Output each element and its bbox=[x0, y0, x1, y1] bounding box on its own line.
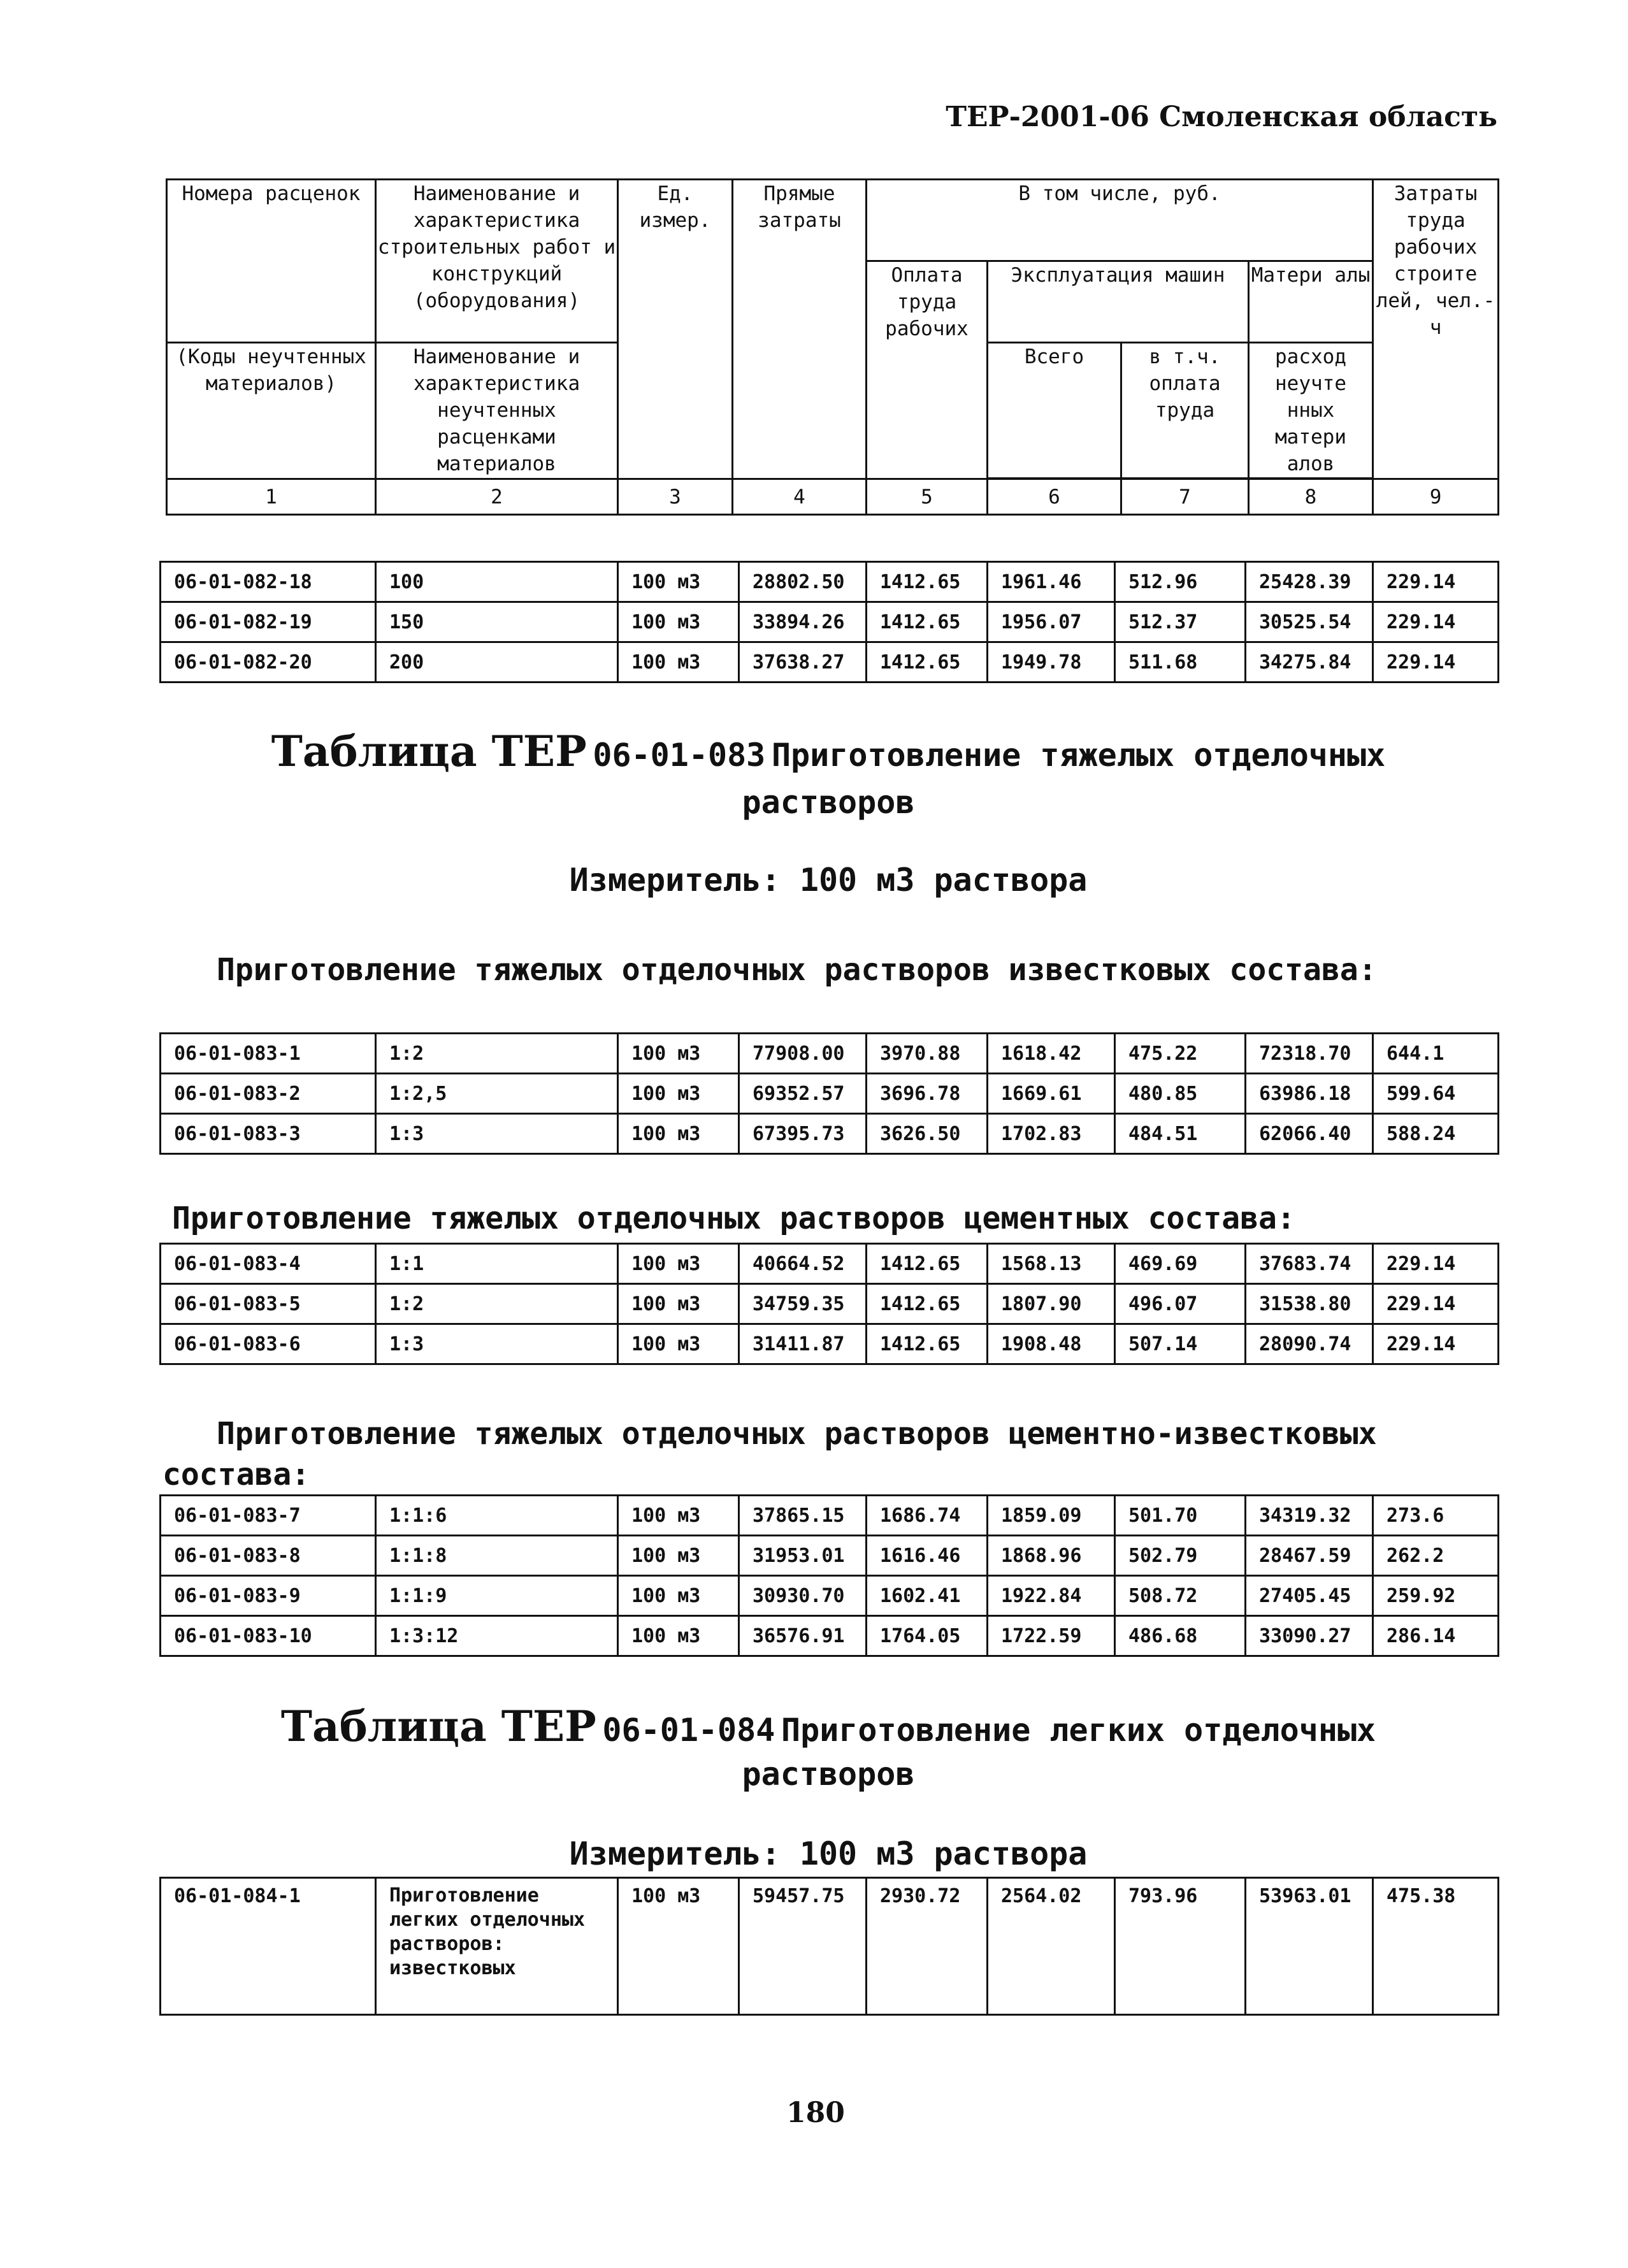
table-083-title-code: 06-01-083 bbox=[593, 737, 766, 774]
table-cell: 480.85 bbox=[1115, 1074, 1246, 1114]
table-cell: 793.96 bbox=[1115, 1878, 1246, 2015]
table-cell: 100 м3 bbox=[618, 1114, 739, 1154]
table-row bbox=[161, 1114, 1499, 1154]
col-number-6: 6 bbox=[988, 479, 1121, 515]
table-083-meter: Измеритель: 100 м3 раствора bbox=[569, 862, 1088, 899]
table-cell: 31538.80 bbox=[1246, 1284, 1373, 1324]
table-cell: 644.1 bbox=[1373, 1034, 1499, 1074]
table-cell: 511.68 bbox=[1115, 642, 1246, 683]
table-cell: 06-01-083-10 bbox=[161, 1616, 376, 1656]
group-header: В том числе, руб. bbox=[867, 180, 1373, 261]
table-cell: 1568.13 bbox=[988, 1244, 1115, 1284]
col4-header: Прямые затраты bbox=[733, 180, 867, 479]
col3-header: Ед. измер. bbox=[618, 180, 733, 479]
table-084-title bbox=[159, 1701, 1497, 1751]
table-cell: 475.22 bbox=[1115, 1034, 1246, 1074]
col5-header: Оплата труда рабочих bbox=[867, 261, 988, 479]
table-cell: 06-01-082-18 bbox=[161, 562, 376, 602]
table-cell: 1412.65 bbox=[867, 1244, 988, 1284]
table-cell: 229.14 bbox=[1373, 1244, 1499, 1284]
table-cell: 1412.65 bbox=[867, 562, 988, 602]
table-cell: 1:1:8 bbox=[376, 1536, 618, 1576]
table-cell: 30525.54 bbox=[1246, 602, 1373, 642]
table-cell: 31953.01 bbox=[739, 1536, 867, 1576]
table-cell: 1686.74 bbox=[867, 1496, 988, 1536]
table-cell: 25428.39 bbox=[1246, 562, 1373, 602]
column-header-table bbox=[166, 178, 1499, 516]
table-cell: 06-01-083-3 bbox=[161, 1114, 376, 1154]
table-083-title bbox=[159, 726, 1497, 776]
col-number-2: 2 bbox=[376, 479, 618, 515]
table-cell: 34319.32 bbox=[1246, 1496, 1373, 1536]
table-cell: 06-01-083-1 bbox=[161, 1034, 376, 1074]
table-cell: 100 bbox=[376, 562, 618, 602]
table-cell: 2564.02 bbox=[988, 1878, 1115, 2015]
table-cell: 1618.42 bbox=[988, 1034, 1115, 1074]
table-cell: 2930.72 bbox=[867, 1878, 988, 2015]
table-cell: 229.14 bbox=[1373, 642, 1499, 683]
table-cell: 33090.27 bbox=[1246, 1616, 1373, 1656]
col-number-5: 5 bbox=[867, 479, 988, 515]
table-cell: 100 м3 bbox=[618, 1616, 739, 1656]
table-083-title-text: Приготовление тяжелых отделочных bbox=[771, 737, 1386, 774]
table-cell: 1908.48 bbox=[988, 1324, 1115, 1364]
table-cell: 100 м3 bbox=[618, 562, 739, 602]
table-cell: 100 м3 bbox=[618, 1244, 739, 1284]
table-cell: 1:1 bbox=[376, 1244, 618, 1284]
table-cell: 1859.09 bbox=[988, 1496, 1115, 1536]
table-cell: 1922.84 bbox=[988, 1576, 1115, 1616]
col-number-3: 3 bbox=[618, 479, 733, 515]
table-083-subheading-cement: Приготовление тяжелых отделочных растворов цементных состава: bbox=[172, 1201, 1295, 1236]
table-cell: 67395.73 bbox=[739, 1114, 867, 1154]
table-row bbox=[161, 602, 1499, 642]
table-cell: 06-01-084-1 bbox=[161, 1878, 376, 2015]
table-084-title-code: 06-01-084 bbox=[602, 1712, 775, 1749]
col6-header: Всего bbox=[988, 343, 1121, 479]
table-cell: 1:3 bbox=[376, 1114, 618, 1154]
table-083-title-prefix: Таблица ТЕР bbox=[271, 726, 587, 776]
col2-top-header: Наименование и характеристика строительных работ и конструкций (оборудования) bbox=[376, 180, 618, 343]
table-cell: 3696.78 bbox=[867, 1074, 988, 1114]
table-cell: 1764.05 bbox=[867, 1616, 988, 1656]
col-number-8: 8 bbox=[1249, 479, 1373, 515]
table-cell: 63986.18 bbox=[1246, 1074, 1373, 1114]
table-cell: 37638.27 bbox=[739, 642, 867, 683]
table-cell: 229.14 bbox=[1373, 1284, 1499, 1324]
table-row bbox=[161, 1284, 1499, 1324]
table-083-rows-cement-lime bbox=[159, 1494, 1499, 1657]
table-cell: 06-01-082-20 bbox=[161, 642, 376, 683]
table-cell: 502.79 bbox=[1115, 1536, 1246, 1576]
table-cell: 1412.65 bbox=[867, 642, 988, 683]
table-cell: 484.51 bbox=[1115, 1114, 1246, 1154]
table-cell: 588.24 bbox=[1373, 1114, 1499, 1154]
table-cell: 1669.61 bbox=[988, 1074, 1115, 1114]
col1-bottom-header: (Коды неучтенных материалов) bbox=[167, 343, 376, 479]
table-cell: 259.92 bbox=[1373, 1576, 1499, 1616]
table-cell: 06-01-083-5 bbox=[161, 1284, 376, 1324]
table-cell: 27405.45 bbox=[1246, 1576, 1373, 1616]
table-cell: 100 м3 bbox=[618, 1576, 739, 1616]
col7-header: в т.ч. оплата труда bbox=[1121, 343, 1249, 479]
table-cell: 77908.00 bbox=[739, 1034, 867, 1074]
table-cell: 37865.15 bbox=[739, 1496, 867, 1536]
table-cell: 06-01-082-19 bbox=[161, 602, 376, 642]
exploitation-header: Эксплуатация машин bbox=[988, 261, 1249, 343]
table-cell: 1:2 bbox=[376, 1284, 618, 1324]
table-cell: 486.68 bbox=[1115, 1616, 1246, 1656]
table-cell: 1412.65 bbox=[867, 602, 988, 642]
table-cell: 100 м3 bbox=[618, 1878, 739, 2015]
table-cell: 100 м3 bbox=[618, 1536, 739, 1576]
table-cell: 1949.78 bbox=[988, 642, 1115, 683]
table-084-title-prefix: Таблица ТЕР bbox=[280, 1701, 596, 1751]
table-row bbox=[161, 1878, 1499, 2015]
table-cell: 34275.84 bbox=[1246, 642, 1373, 683]
table-cell: 150 bbox=[376, 602, 618, 642]
table-082-rows bbox=[159, 561, 1499, 683]
table-cell: 37683.74 bbox=[1246, 1244, 1373, 1284]
table-cell: 512.96 bbox=[1115, 562, 1246, 602]
table-cell: 229.14 bbox=[1373, 1324, 1499, 1364]
table-cell: 1868.96 bbox=[988, 1536, 1115, 1576]
table-cell: 59457.75 bbox=[739, 1878, 867, 2015]
table-083-subheading-cement-lime: Приготовление тяжелых отделочных растворов цементно-известковых состава: bbox=[162, 1416, 1377, 1492]
table-cell: 100 м3 bbox=[618, 1284, 739, 1324]
table-cell: 599.64 bbox=[1373, 1074, 1499, 1114]
table-cell: 36576.91 bbox=[739, 1616, 867, 1656]
table-cell: 06-01-083-7 bbox=[161, 1496, 376, 1536]
table-cell: 508.72 bbox=[1115, 1576, 1246, 1616]
table-row bbox=[161, 1576, 1499, 1616]
table-cell: 53963.01 bbox=[1246, 1878, 1373, 2015]
table-cell: 28090.74 bbox=[1246, 1324, 1373, 1364]
running-header: ТЕР-2001-06 Смоленская область bbox=[946, 101, 1497, 133]
table-cell: 286.14 bbox=[1373, 1616, 1499, 1656]
table-cell: Приготовление легких отделочных растворов: известковых bbox=[376, 1878, 618, 2015]
table-row bbox=[161, 1496, 1499, 1536]
table-cell: 30930.70 bbox=[739, 1576, 867, 1616]
table-row bbox=[161, 1074, 1499, 1114]
table-row bbox=[161, 562, 1499, 602]
table-cell: 40664.52 bbox=[739, 1244, 867, 1284]
table-cell: 3626.50 bbox=[867, 1114, 988, 1154]
table-cell: 1722.59 bbox=[988, 1616, 1115, 1656]
table-cell: 1:3 bbox=[376, 1324, 618, 1364]
table-cell: 72318.70 bbox=[1246, 1034, 1373, 1074]
table-cell: 100 м3 bbox=[618, 1496, 739, 1536]
table-084-rows bbox=[159, 1877, 1499, 2016]
table-cell: 100 м3 bbox=[618, 1034, 739, 1074]
table-cell: 06-01-083-4 bbox=[161, 1244, 376, 1284]
table-cell: 06-01-083-9 bbox=[161, 1576, 376, 1616]
table-row bbox=[161, 1244, 1499, 1284]
table-084-title-text: Приготовление легких отделочных bbox=[781, 1712, 1376, 1749]
table-cell: 273.6 bbox=[1373, 1496, 1499, 1536]
table-row bbox=[161, 1616, 1499, 1656]
col2-bottom-header: Наименование и характеристика неучтенных расценками материалов bbox=[376, 343, 618, 479]
table-cell: 100 м3 bbox=[618, 1324, 739, 1364]
table-cell: 31411.87 bbox=[739, 1324, 867, 1364]
table-cell: 1412.65 bbox=[867, 1324, 988, 1364]
col-number-1: 1 bbox=[167, 479, 376, 515]
table-083-rows-cement bbox=[159, 1243, 1499, 1365]
table-cell: 100 м3 bbox=[618, 602, 739, 642]
table-cell: 06-01-083-6 bbox=[161, 1324, 376, 1364]
table-cell: 3970.88 bbox=[867, 1034, 988, 1074]
table-cell: 33894.26 bbox=[739, 602, 867, 642]
table-cell: 1:3:12 bbox=[376, 1616, 618, 1656]
col-number-9: 9 bbox=[1373, 479, 1499, 515]
table-cell: 475.38 bbox=[1373, 1878, 1499, 2015]
table-cell: 1412.65 bbox=[867, 1284, 988, 1324]
table-cell: 1:1:6 bbox=[376, 1496, 618, 1536]
table-cell: 34759.35 bbox=[739, 1284, 867, 1324]
table-cell: 229.14 bbox=[1373, 602, 1499, 642]
table-cell: 1807.90 bbox=[988, 1284, 1115, 1324]
table-row bbox=[161, 642, 1499, 683]
table-084-title-line2: растворов bbox=[742, 1756, 915, 1793]
table-cell: 262.2 bbox=[1373, 1536, 1499, 1576]
table-cell: 200 bbox=[376, 642, 618, 683]
col-number-4: 4 bbox=[733, 479, 867, 515]
table-cell: 100 м3 bbox=[618, 1074, 739, 1114]
table-cell: 229.14 bbox=[1373, 562, 1499, 602]
table-row bbox=[161, 1324, 1499, 1364]
table-cell: 69352.57 bbox=[739, 1074, 867, 1114]
table-cell: 1:2,5 bbox=[376, 1074, 618, 1114]
table-cell: 06-01-083-8 bbox=[161, 1536, 376, 1576]
table-083-rows-lime bbox=[159, 1032, 1499, 1155]
col1-top-header: Номера расценок bbox=[167, 180, 376, 343]
table-083-subheading-lime: Приготовление тяжелых отделочных растворов известковых состава: bbox=[217, 952, 1377, 988]
table-cell: 06-01-083-2 bbox=[161, 1074, 376, 1114]
page-number: 180 bbox=[786, 2097, 845, 2129]
table-cell: 1702.83 bbox=[988, 1114, 1115, 1154]
table-cell: 1956.07 bbox=[988, 602, 1115, 642]
table-cell: 501.70 bbox=[1115, 1496, 1246, 1536]
table-cell: 1961.46 bbox=[988, 562, 1115, 602]
col-number-7: 7 bbox=[1121, 479, 1249, 515]
table-cell: 28802.50 bbox=[739, 562, 867, 602]
table-cell: 1602.41 bbox=[867, 1576, 988, 1616]
table-cell: 469.69 bbox=[1115, 1244, 1246, 1284]
table-cell: 62066.40 bbox=[1246, 1114, 1373, 1154]
col8-top-header: Матери алы bbox=[1249, 261, 1373, 343]
table-cell: 1:2 bbox=[376, 1034, 618, 1074]
table-cell: 507.14 bbox=[1115, 1324, 1246, 1364]
table-row bbox=[161, 1536, 1499, 1576]
table-083-title-line2: растворов bbox=[742, 784, 915, 821]
table-084-meter: Измеритель: 100 м3 раствора bbox=[569, 1835, 1088, 1872]
col8-bottom-header: расход неучте нных матери алов bbox=[1249, 343, 1373, 479]
table-row bbox=[161, 1034, 1499, 1074]
table-cell: 100 м3 bbox=[618, 642, 739, 683]
table-cell: 28467.59 bbox=[1246, 1536, 1373, 1576]
table-cell: 496.07 bbox=[1115, 1284, 1246, 1324]
table-cell: 512.37 bbox=[1115, 602, 1246, 642]
table-cell: 1616.46 bbox=[867, 1536, 988, 1576]
col9-header: Затраты труда рабочих строите лей, чел.-ч bbox=[1373, 180, 1499, 479]
table-cell: 1:1:9 bbox=[376, 1576, 618, 1616]
